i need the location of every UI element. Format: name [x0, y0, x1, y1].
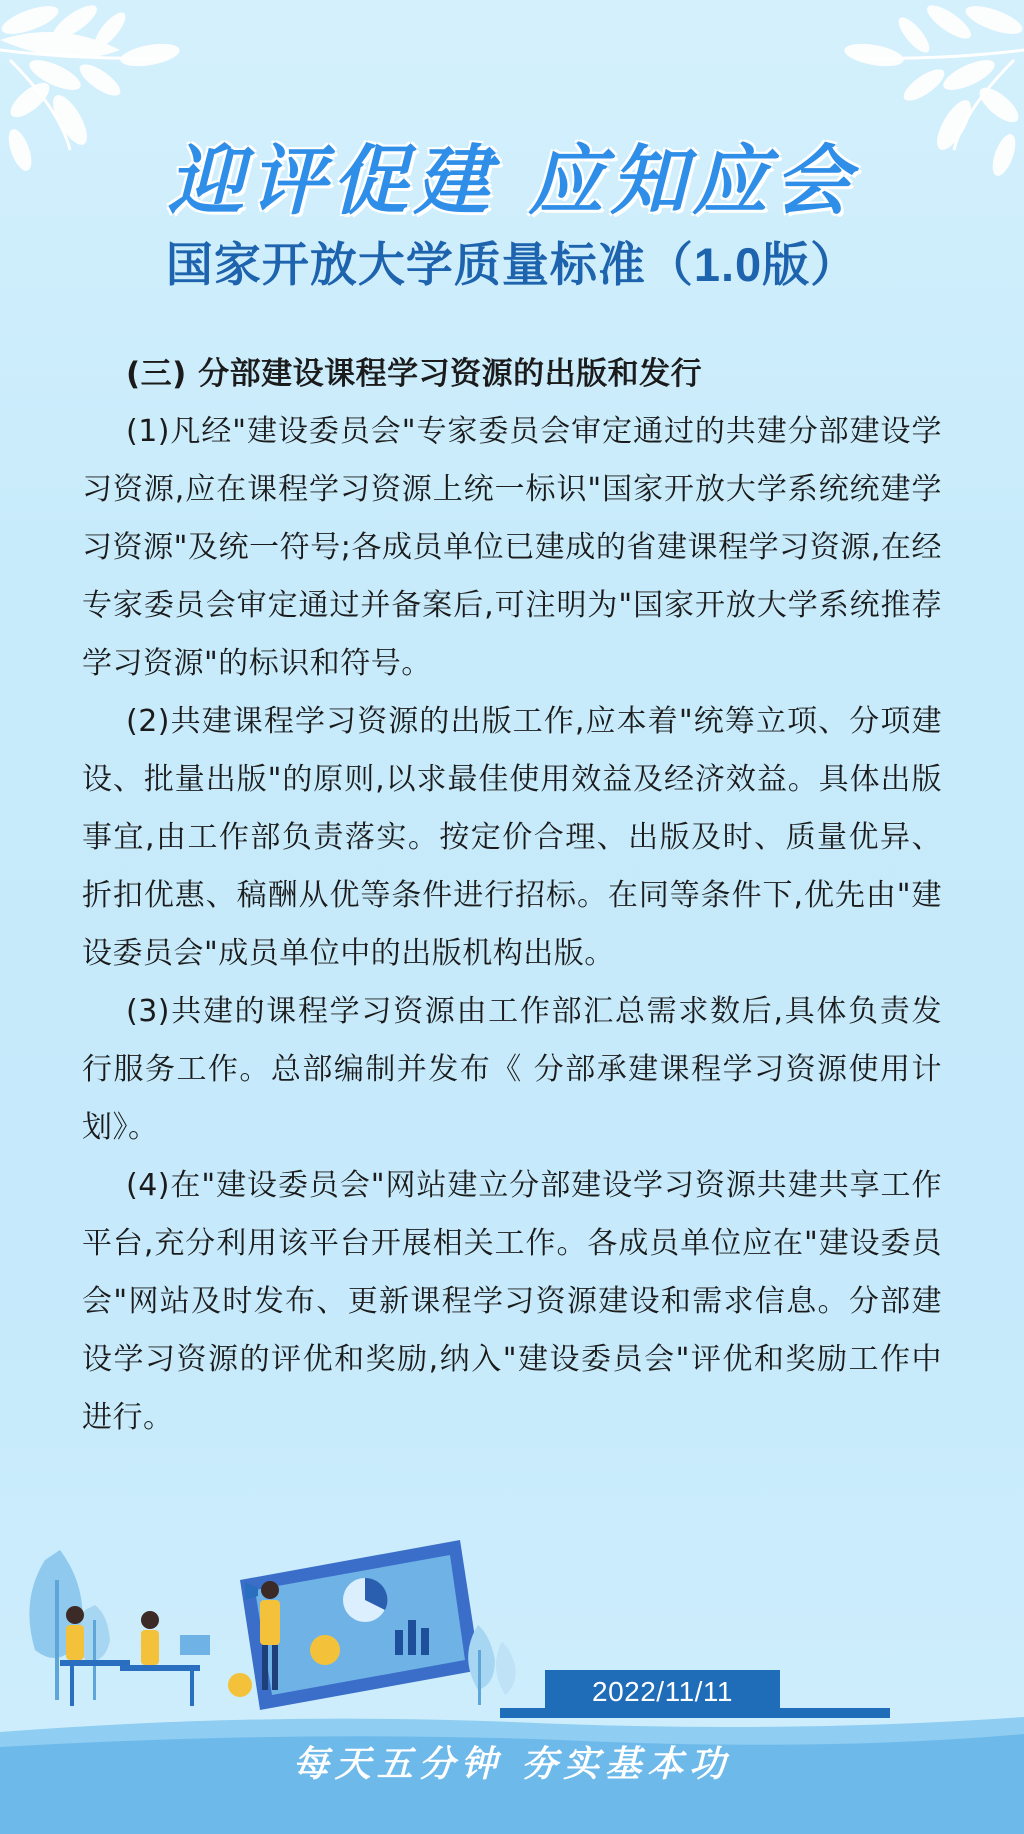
paragraph-4: (4)在"建设委员会"网站建立分部建设学习资源共建共享工作平台,充分利用该平台开展相关工作。各成员单位应在"建设委员会"网站及时发布、更新课程学习资源建设和需求信息。分部建设学习资源的评优和奖励,纳入"建设委员会"评优和奖励工作中进行。 — [82, 1168, 942, 1435]
section-heading: (三) 分部建设课程学习资源的出版和发行 — [126, 356, 703, 392]
office-illustration — [0, 1520, 1024, 1720]
main-title: 迎评促建 应知应会 — [167, 136, 857, 225]
paragraph-1: (1)凡经"建设委员会"专家委员会审定通过的共建分部建设学习资源,应在课程学习资源上统一标识"国家开放大学系统统建学习资源"及统一符号;各成员单位已建成的省建课程学习资源,在经专家委员会审定通过并备案后,可注明为"国家开放大学系统推荐学习资源"的标识和符号。 — [82, 414, 942, 681]
footer-slogan: 每天五分钟 夯实基本功 — [292, 1743, 732, 1785]
article-body — [82, 345, 942, 1447]
date-label: 2022/11/11 — [545, 1670, 780, 1714]
paragraph-3: (3)共建的课程学习资源由工作部汇总需求数后,具体负责发行服务工作。总部编制并发布《 分部承建课程学习资源使用计划》。 — [82, 994, 942, 1145]
sub-title: 国家开放大学质量标准（1.0版） — [165, 238, 859, 291]
paragraph-2: (2)共建课程学习资源的出版工作,应本着"统筹立项、分项建设、批量出版"的原则,以求最佳使用效益及经济效益。具体出版事宜,由工作部负责落实。按定价合理、出版及时、质量优异、折扣优惠、稿酬从优等条件进行招标。在同等条件下,优先由"建设委员会"成员单位中的出版机构出版。 — [82, 704, 942, 971]
